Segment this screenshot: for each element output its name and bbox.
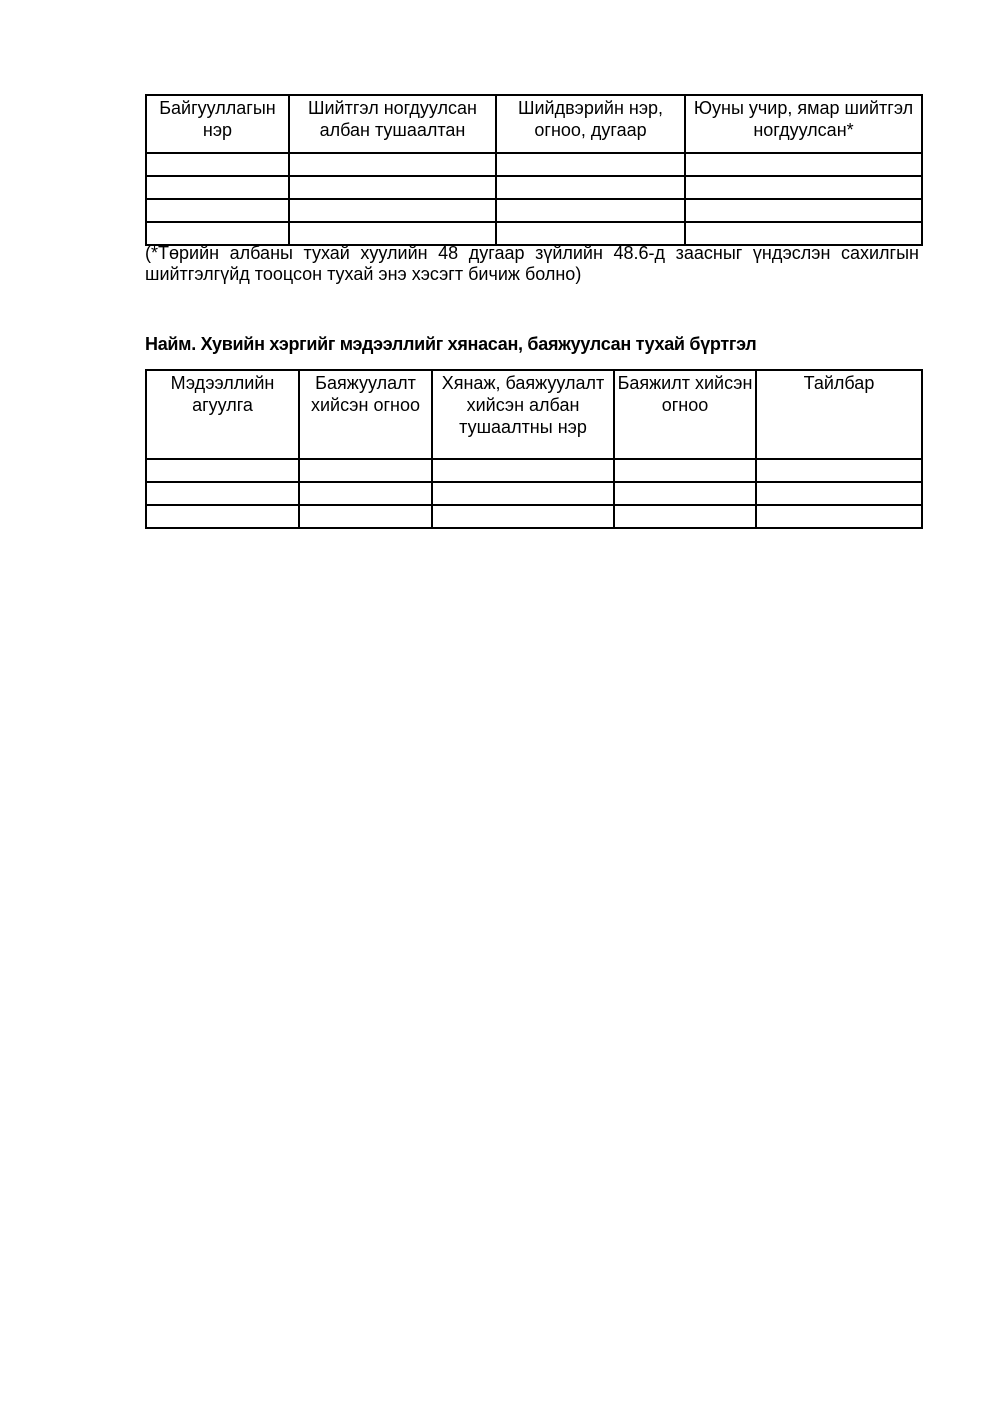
table-cell bbox=[496, 153, 685, 176]
col-header-decision: Шийдвэрийн нэр, огноо, дугаар bbox=[496, 95, 685, 153]
table-cell bbox=[289, 176, 496, 199]
table-cell bbox=[496, 222, 685, 245]
table-row bbox=[146, 505, 922, 528]
col-header-organization: Байгууллагын нэр bbox=[146, 95, 289, 153]
table-cell bbox=[756, 482, 922, 505]
table-cell bbox=[299, 505, 432, 528]
section-heading: Найм. Хувийн хэргийг мэдээллийг хянасан, баяжуулсан тухай бүртгэл bbox=[145, 334, 757, 354]
col-header-official: Шийтгэл ногдуулсан албан тушаалтан bbox=[289, 95, 496, 153]
table-cell bbox=[432, 482, 614, 505]
disciplinary-table bbox=[145, 94, 923, 246]
table-row bbox=[146, 222, 922, 245]
table-cell bbox=[685, 199, 922, 222]
table-cell bbox=[146, 482, 299, 505]
table-cell bbox=[299, 459, 432, 482]
table-cell bbox=[146, 222, 289, 245]
table-cell bbox=[289, 199, 496, 222]
table-cell bbox=[496, 199, 685, 222]
table-cell bbox=[146, 153, 289, 176]
col-header-content: Мэдээллийн агуулга bbox=[146, 370, 299, 459]
table-cell bbox=[432, 459, 614, 482]
table-row bbox=[146, 176, 922, 199]
table-cell bbox=[756, 505, 922, 528]
table-cell bbox=[299, 482, 432, 505]
table-cell bbox=[685, 176, 922, 199]
table-cell bbox=[756, 459, 922, 482]
col-header-enrich-date: Баяжилт хийсэн огноо bbox=[614, 370, 756, 459]
table-cell bbox=[289, 222, 496, 245]
col-header-reason: Юуны учир, ямар шийтгэл ногдуулсан* bbox=[685, 95, 922, 153]
table-cell bbox=[146, 199, 289, 222]
table-cell bbox=[614, 459, 756, 482]
table-row bbox=[146, 459, 922, 482]
table-header-row bbox=[146, 95, 922, 153]
footnote: (*Төрийн албаны тухай хуулийн 48 дугаар зүйлийн 48.6-д заасныг үндэслэн сахилгын шийтгэлгүйд тооцсон тухай энэ хэсэгт бичиж болно) bbox=[145, 243, 919, 284]
col-header-remarks: Тайлбар bbox=[756, 370, 922, 459]
table-row bbox=[146, 153, 922, 176]
table-cell bbox=[289, 153, 496, 176]
table-cell bbox=[496, 176, 685, 199]
table-header-row bbox=[146, 370, 922, 459]
table-cell bbox=[614, 505, 756, 528]
table-cell bbox=[614, 482, 756, 505]
table-cell bbox=[146, 176, 289, 199]
table-cell bbox=[146, 459, 299, 482]
table-cell bbox=[685, 153, 922, 176]
table-cell bbox=[432, 505, 614, 528]
col-header-update-date: Баяжуулалт хийсэн огноо bbox=[299, 370, 432, 459]
table-row bbox=[146, 482, 922, 505]
table-row bbox=[146, 199, 922, 222]
records-update-table bbox=[145, 369, 923, 529]
table-cell bbox=[685, 222, 922, 245]
table-cell bbox=[146, 505, 299, 528]
col-header-reviewer: Хянаж, баяжуулалт хийсэн албан тушаалтны нэр bbox=[432, 370, 614, 459]
